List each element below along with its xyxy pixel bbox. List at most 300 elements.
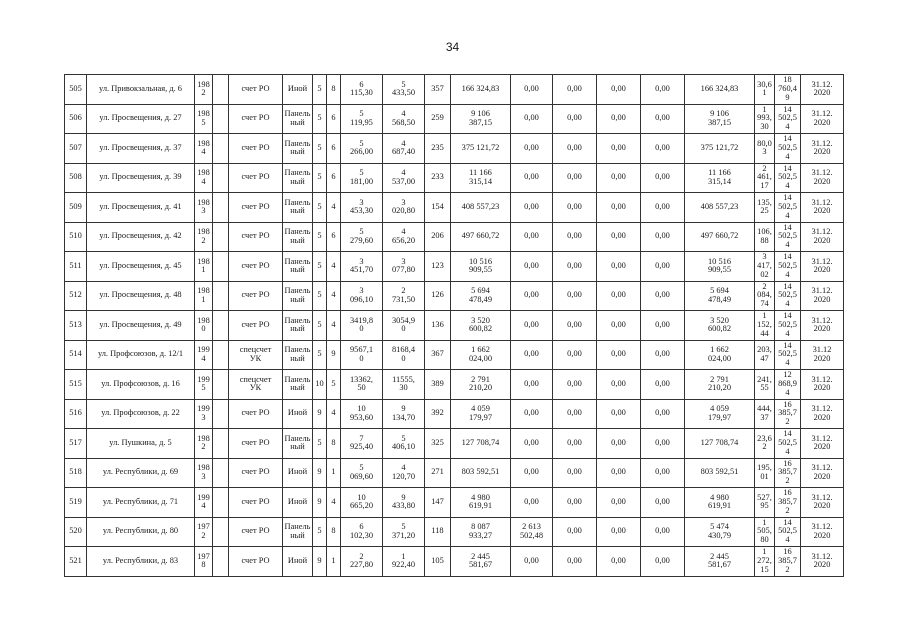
limit-cost-cell: 16 385,72 [775, 488, 801, 518]
entrances-cell: 4 [327, 488, 341, 518]
year-cell: 1982 [195, 222, 213, 252]
living-area-cell: 9 134,70 [383, 399, 425, 429]
total-cost-cell: 1 662 024,00 [451, 340, 511, 370]
deadline-cell: 31.12. 2020 [801, 370, 844, 400]
deadline-cell: 31.12. 2020 [801, 311, 844, 341]
cost-per-sqm-cell: 527,95 [755, 488, 775, 518]
total-cost-cell: 10 516 909,55 [451, 252, 511, 282]
wall-type-cell: Панельный [283, 429, 313, 459]
floors-cell: 9 [313, 488, 327, 518]
cost-source-3-cell: 0,00 [597, 252, 641, 282]
total-area-cell: 7 925,40 [341, 429, 383, 459]
empty-cell [213, 193, 229, 223]
cost-source-3-cell: 0,00 [597, 222, 641, 252]
limit-cost-cell: 14 502,54 [775, 222, 801, 252]
entrances-cell: 4 [327, 311, 341, 341]
entrances-cell: 9 [327, 340, 341, 370]
living-area-cell: 4 537,00 [383, 163, 425, 193]
row-number: 521 [65, 547, 87, 577]
cost-source-2-cell: 0,00 [553, 370, 597, 400]
entrances-cell: 6 [327, 222, 341, 252]
cost-source-2-cell: 0,00 [553, 340, 597, 370]
wall-type-cell: Панельный [283, 163, 313, 193]
address-cell: ул. Республики, д. 71 [87, 488, 195, 518]
row-number: 507 [65, 134, 87, 164]
empty-cell [213, 75, 229, 105]
wall-type-cell: Иной [283, 488, 313, 518]
floors-cell: 5 [313, 311, 327, 341]
address-cell: ул. Профсоюзов, д. 22 [87, 399, 195, 429]
final-cost-cell: 11 166 315,14 [685, 163, 755, 193]
residents-cell: 392 [425, 399, 451, 429]
cost-source-1-cell: 0,00 [511, 488, 553, 518]
entrances-cell: 1 [327, 458, 341, 488]
cost-source-3-cell: 0,00 [597, 458, 641, 488]
row-number: 513 [65, 311, 87, 341]
entrances-cell: 6 [327, 104, 341, 134]
final-cost-cell: 1 662 024,00 [685, 340, 755, 370]
deadline-cell: 31.12. 2020 [801, 163, 844, 193]
deadline-cell: 31.12 2020 [801, 340, 844, 370]
deadline-cell: 31.12. 2020 [801, 193, 844, 223]
table-row [65, 370, 844, 400]
final-cost-cell: 803 592,51 [685, 458, 755, 488]
living-area-cell: 4 687,40 [383, 134, 425, 164]
residents-cell: 271 [425, 458, 451, 488]
row-number: 516 [65, 399, 87, 429]
table-row [65, 340, 844, 370]
wall-type-cell: Иной [283, 75, 313, 105]
cost-source-3-cell: 0,00 [597, 517, 641, 547]
registry-table [64, 74, 844, 577]
living-area-cell: 4 568,50 [383, 104, 425, 134]
cost-source-2-cell: 0,00 [553, 429, 597, 459]
total-cost-cell: 375 121,72 [451, 134, 511, 164]
entrances-cell: 5 [327, 370, 341, 400]
empty-cell [213, 252, 229, 282]
cost-source-1-cell: 0,00 [511, 311, 553, 341]
table-row [65, 547, 844, 577]
year-cell: 1994 [195, 340, 213, 370]
page-number: 34 [445, 40, 460, 54]
row-number: 520 [65, 517, 87, 547]
cost-source-3-cell: 0,00 [597, 370, 641, 400]
cost-source-1-cell: 0,00 [511, 134, 553, 164]
floors-cell: 5 [313, 75, 327, 105]
cost-per-sqm-cell: 30,61 [755, 75, 775, 105]
row-number: 505 [65, 75, 87, 105]
wall-type-cell: Панельный [283, 340, 313, 370]
entrances-cell: 8 [327, 429, 341, 459]
floors-cell: 5 [313, 252, 327, 282]
total-cost-cell: 11 166 315,14 [451, 163, 511, 193]
residents-cell: 126 [425, 281, 451, 311]
fund-cell: счет РО [229, 252, 283, 282]
row-number: 517 [65, 429, 87, 459]
cost-source-4-cell: 0,00 [641, 311, 685, 341]
total-area-cell: 3 453,30 [341, 193, 383, 223]
living-area-cell: 3 077,80 [383, 252, 425, 282]
empty-cell [213, 370, 229, 400]
year-cell: 1981 [195, 252, 213, 282]
total-area-cell: 5 279,60 [341, 222, 383, 252]
cost-per-sqm-cell: 23,62 [755, 429, 775, 459]
wall-type-cell: Панельный [283, 193, 313, 223]
wall-type-cell: Панельный [283, 134, 313, 164]
address-cell: ул. Привокзальная, д. 6 [87, 75, 195, 105]
table-row [65, 458, 844, 488]
year-cell: 1984 [195, 134, 213, 164]
residents-cell: 259 [425, 104, 451, 134]
address-cell: ул. Просвещения, д. 27 [87, 104, 195, 134]
cost-source-1-cell: 0,00 [511, 193, 553, 223]
cost-source-1-cell: 0,00 [511, 399, 553, 429]
table-row [65, 281, 844, 311]
wall-type-cell: Иной [283, 458, 313, 488]
cost-source-3-cell: 0,00 [597, 488, 641, 518]
total-cost-cell: 408 557,23 [451, 193, 511, 223]
wall-type-cell: Панельный [283, 311, 313, 341]
cost-source-4-cell: 0,00 [641, 429, 685, 459]
wall-type-cell: Иной [283, 547, 313, 577]
cost-source-3-cell: 0,00 [597, 104, 641, 134]
floors-cell: 5 [313, 134, 327, 164]
cost-per-sqm-cell: 1 272,15 [755, 547, 775, 577]
address-cell: ул. Пушкина, д. 5 [87, 429, 195, 459]
empty-cell [213, 163, 229, 193]
final-cost-cell: 375 121,72 [685, 134, 755, 164]
limit-cost-cell: 16 385,72 [775, 547, 801, 577]
fund-cell: счет РО [229, 281, 283, 311]
table-row [65, 75, 844, 105]
cost-source-2-cell: 0,00 [553, 399, 597, 429]
limit-cost-cell: 14 502,54 [775, 252, 801, 282]
cost-source-1-cell: 0,00 [511, 75, 553, 105]
wall-type-cell: Панельный [283, 517, 313, 547]
table-row [65, 517, 844, 547]
row-number: 519 [65, 488, 87, 518]
cost-per-sqm-cell: 195,01 [755, 458, 775, 488]
empty-cell [213, 340, 229, 370]
living-area-cell: 4 656,20 [383, 222, 425, 252]
deadline-cell: 31.12. 2020 [801, 252, 844, 282]
row-number: 510 [65, 222, 87, 252]
fund-cell: счет РО [229, 399, 283, 429]
cost-per-sqm-cell: 106,88 [755, 222, 775, 252]
empty-cell [213, 488, 229, 518]
empty-cell [213, 517, 229, 547]
cost-source-2-cell: 0,00 [553, 547, 597, 577]
limit-cost-cell: 14 502,54 [775, 104, 801, 134]
cost-source-2-cell: 0,00 [553, 193, 597, 223]
living-area-cell: 9 433,80 [383, 488, 425, 518]
deadline-cell: 31.12. 2020 [801, 222, 844, 252]
cost-source-2-cell: 0,00 [553, 252, 597, 282]
fund-cell: счет РО [229, 75, 283, 105]
residents-cell: 235 [425, 134, 451, 164]
fund-cell: счет РО [229, 134, 283, 164]
total-area-cell: 13362, 50 [341, 370, 383, 400]
address-cell: ул. Профсоюзов, д. 12/1 [87, 340, 195, 370]
cost-source-4-cell: 0,00 [641, 547, 685, 577]
cost-source-2-cell: 0,00 [553, 134, 597, 164]
cost-source-1-cell: 0,00 [511, 163, 553, 193]
table-row [65, 252, 844, 282]
cost-source-2-cell: 0,00 [553, 458, 597, 488]
cost-source-4-cell: 0,00 [641, 75, 685, 105]
cost-per-sqm-cell: 241,55 [755, 370, 775, 400]
cost-source-4-cell: 0,00 [641, 163, 685, 193]
row-number: 514 [65, 340, 87, 370]
deadline-cell: 31.12. 2020 [801, 134, 844, 164]
entrances-cell: 4 [327, 252, 341, 282]
cost-source-3-cell: 0,00 [597, 163, 641, 193]
address-cell: ул. Профсоюзов, д. 16 [87, 370, 195, 400]
table-row [65, 488, 844, 518]
fund-cell: спецсчет УК [229, 340, 283, 370]
table-row [65, 134, 844, 164]
year-cell: 1985 [195, 104, 213, 134]
total-cost-cell: 803 592,51 [451, 458, 511, 488]
cost-source-4-cell: 0,00 [641, 517, 685, 547]
cost-source-4-cell: 0,00 [641, 488, 685, 518]
cost-source-1-cell: 0,00 [511, 104, 553, 134]
fund-cell: счет РО [229, 163, 283, 193]
address-cell: ул. Просвещения, д. 48 [87, 281, 195, 311]
row-number: 512 [65, 281, 87, 311]
total-area-cell: 5 181,00 [341, 163, 383, 193]
empty-cell [213, 311, 229, 341]
cost-source-3-cell: 0,00 [597, 399, 641, 429]
table-row [65, 222, 844, 252]
limit-cost-cell: 14 502,54 [775, 340, 801, 370]
entrances-cell: 4 [327, 281, 341, 311]
address-cell: ул. Республики, д. 80 [87, 517, 195, 547]
cost-source-1-cell: 0,00 [511, 547, 553, 577]
row-number: 515 [65, 370, 87, 400]
fund-cell: счет РО [229, 104, 283, 134]
cost-source-4-cell: 0,00 [641, 104, 685, 134]
final-cost-cell: 166 324,83 [685, 75, 755, 105]
year-cell: 1995 [195, 370, 213, 400]
total-cost-cell: 127 708,74 [451, 429, 511, 459]
entrances-cell: 1 [327, 547, 341, 577]
year-cell: 1981 [195, 281, 213, 311]
cost-source-1-cell: 0,00 [511, 222, 553, 252]
fund-cell: счет РО [229, 458, 283, 488]
residents-cell: 357 [425, 75, 451, 105]
floors-cell: 5 [313, 281, 327, 311]
table-row [65, 429, 844, 459]
fund-cell: счет РО [229, 488, 283, 518]
cost-source-2-cell: 0,00 [553, 311, 597, 341]
cost-source-4-cell: 0,00 [641, 399, 685, 429]
floors-cell: 5 [313, 163, 327, 193]
table-row [65, 399, 844, 429]
wall-type-cell: Панельный [283, 252, 313, 282]
total-area-cell: 5 266,00 [341, 134, 383, 164]
total-cost-cell: 166 324,83 [451, 75, 511, 105]
living-area-cell: 8168,4 0 [383, 340, 425, 370]
wall-type-cell: Панельный [283, 104, 313, 134]
total-cost-cell: 8 087 933,27 [451, 517, 511, 547]
floors-cell: 10 [313, 370, 327, 400]
row-number: 518 [65, 458, 87, 488]
year-cell: 1984 [195, 163, 213, 193]
address-cell: ул. Просвещения, д. 37 [87, 134, 195, 164]
total-cost-cell: 2 445 581,67 [451, 547, 511, 577]
cost-per-sqm-cell: 135,25 [755, 193, 775, 223]
total-area-cell: 10 953,60 [341, 399, 383, 429]
total-area-cell: 3419,8 0 [341, 311, 383, 341]
residents-cell: 105 [425, 547, 451, 577]
cost-source-1-cell: 0,00 [511, 458, 553, 488]
living-area-cell: 5 433,50 [383, 75, 425, 105]
cost-source-1-cell: 0,00 [511, 281, 553, 311]
living-area-cell: 2 731,50 [383, 281, 425, 311]
deadline-cell: 31.12. 2020 [801, 547, 844, 577]
total-area-cell: 9567,1 0 [341, 340, 383, 370]
limit-cost-cell: 12 868,94 [775, 370, 801, 400]
fund-cell: счет РО [229, 547, 283, 577]
address-cell: ул. Просвещения, д. 42 [87, 222, 195, 252]
year-cell: 1980 [195, 311, 213, 341]
cost-source-3-cell: 0,00 [597, 429, 641, 459]
fund-cell: счет РО [229, 193, 283, 223]
year-cell: 1978 [195, 547, 213, 577]
cost-source-4-cell: 0,00 [641, 252, 685, 282]
limit-cost-cell: 14 502,54 [775, 163, 801, 193]
cost-per-sqm-cell: 2 084,74 [755, 281, 775, 311]
residents-cell: 147 [425, 488, 451, 518]
floors-cell: 5 [313, 193, 327, 223]
final-cost-cell: 2 791 210,20 [685, 370, 755, 400]
year-cell: 1982 [195, 429, 213, 459]
row-number: 506 [65, 104, 87, 134]
residents-cell: 325 [425, 429, 451, 459]
cost-source-2-cell: 0,00 [553, 222, 597, 252]
empty-cell [213, 429, 229, 459]
cost-per-sqm-cell: 2 461,17 [755, 163, 775, 193]
residents-cell: 136 [425, 311, 451, 341]
total-cost-cell: 3 520 600,82 [451, 311, 511, 341]
cost-source-2-cell: 0,00 [553, 163, 597, 193]
total-area-cell: 6 102,30 [341, 517, 383, 547]
final-cost-cell: 127 708,74 [685, 429, 755, 459]
cost-source-4-cell: 0,00 [641, 370, 685, 400]
final-cost-cell: 2 445 581,67 [685, 547, 755, 577]
cost-source-4-cell: 0,00 [641, 340, 685, 370]
fund-cell: счет РО [229, 311, 283, 341]
cost-source-1-cell: 0,00 [511, 429, 553, 459]
cost-source-2-cell: 0,00 [553, 104, 597, 134]
residents-cell: 123 [425, 252, 451, 282]
year-cell: 1993 [195, 399, 213, 429]
empty-cell [213, 134, 229, 164]
empty-cell [213, 399, 229, 429]
year-cell: 1982 [195, 75, 213, 105]
deadline-cell: 31.12. 2020 [801, 429, 844, 459]
final-cost-cell: 497 660,72 [685, 222, 755, 252]
residents-cell: 367 [425, 340, 451, 370]
total-cost-cell: 2 791 210,20 [451, 370, 511, 400]
cost-per-sqm-cell: 1 505,80 [755, 517, 775, 547]
deadline-cell: 31.12. 2020 [801, 517, 844, 547]
year-cell: 1972 [195, 517, 213, 547]
cost-source-3-cell: 0,00 [597, 311, 641, 341]
address-cell: ул. Просвещения, д. 45 [87, 252, 195, 282]
cost-source-3-cell: 0,00 [597, 281, 641, 311]
entrances-cell: 6 [327, 163, 341, 193]
address-cell: ул. Республики, д. 69 [87, 458, 195, 488]
final-cost-cell: 4 980 619,91 [685, 488, 755, 518]
total-area-cell: 5 119,95 [341, 104, 383, 134]
living-area-cell: 11555, 30 [383, 370, 425, 400]
empty-cell [213, 547, 229, 577]
total-area-cell: 10 665,20 [341, 488, 383, 518]
deadline-cell: 31.12. 2020 [801, 488, 844, 518]
limit-cost-cell: 14 502,54 [775, 311, 801, 341]
cost-per-sqm-cell: 203,47 [755, 340, 775, 370]
floors-cell: 5 [313, 429, 327, 459]
cost-per-sqm-cell: 80,03 [755, 134, 775, 164]
year-cell: 1983 [195, 458, 213, 488]
address-cell: ул. Республики, д. 83 [87, 547, 195, 577]
residents-cell: 206 [425, 222, 451, 252]
cost-source-2-cell: 0,00 [553, 488, 597, 518]
entrances-cell: 8 [327, 517, 341, 547]
residents-cell: 233 [425, 163, 451, 193]
cost-per-sqm-cell: 1 993,30 [755, 104, 775, 134]
total-area-cell: 5 069,60 [341, 458, 383, 488]
cost-per-sqm-cell: 3 417,02 [755, 252, 775, 282]
cost-source-1-cell: 0,00 [511, 252, 553, 282]
living-area-cell: 4 120,70 [383, 458, 425, 488]
limit-cost-cell: 14 502,54 [775, 429, 801, 459]
final-cost-cell: 5 694 478,49 [685, 281, 755, 311]
living-area-cell: 5 406,10 [383, 429, 425, 459]
entrances-cell: 4 [327, 399, 341, 429]
year-cell: 1994 [195, 488, 213, 518]
cost-source-1-cell: 0,00 [511, 370, 553, 400]
cost-source-3-cell: 0,00 [597, 75, 641, 105]
wall-type-cell: Панельный [283, 370, 313, 400]
empty-cell [213, 281, 229, 311]
deadline-cell: 31.12. 2020 [801, 281, 844, 311]
limit-cost-cell: 16 385,72 [775, 458, 801, 488]
cost-source-4-cell: 0,00 [641, 193, 685, 223]
living-area-cell: 1 922,40 [383, 547, 425, 577]
row-number: 509 [65, 193, 87, 223]
table-body [65, 75, 844, 577]
limit-cost-cell: 14 502,54 [775, 193, 801, 223]
floors-cell: 5 [313, 104, 327, 134]
wall-type-cell: Панельный [283, 281, 313, 311]
living-area-cell: 3 020,80 [383, 193, 425, 223]
limit-cost-cell: 18 760,49 [775, 75, 801, 105]
empty-cell [213, 104, 229, 134]
floors-cell: 9 [313, 547, 327, 577]
final-cost-cell: 4 059 179,97 [685, 399, 755, 429]
cost-source-3-cell: 0,00 [597, 193, 641, 223]
wall-type-cell: Панельный [283, 222, 313, 252]
fund-cell: счет РО [229, 429, 283, 459]
total-area-cell: 6 115,30 [341, 75, 383, 105]
total-area-cell: 2 227,80 [341, 547, 383, 577]
total-area-cell: 3 451,70 [341, 252, 383, 282]
floors-cell: 5 [313, 222, 327, 252]
cost-per-sqm-cell: 444,37 [755, 399, 775, 429]
